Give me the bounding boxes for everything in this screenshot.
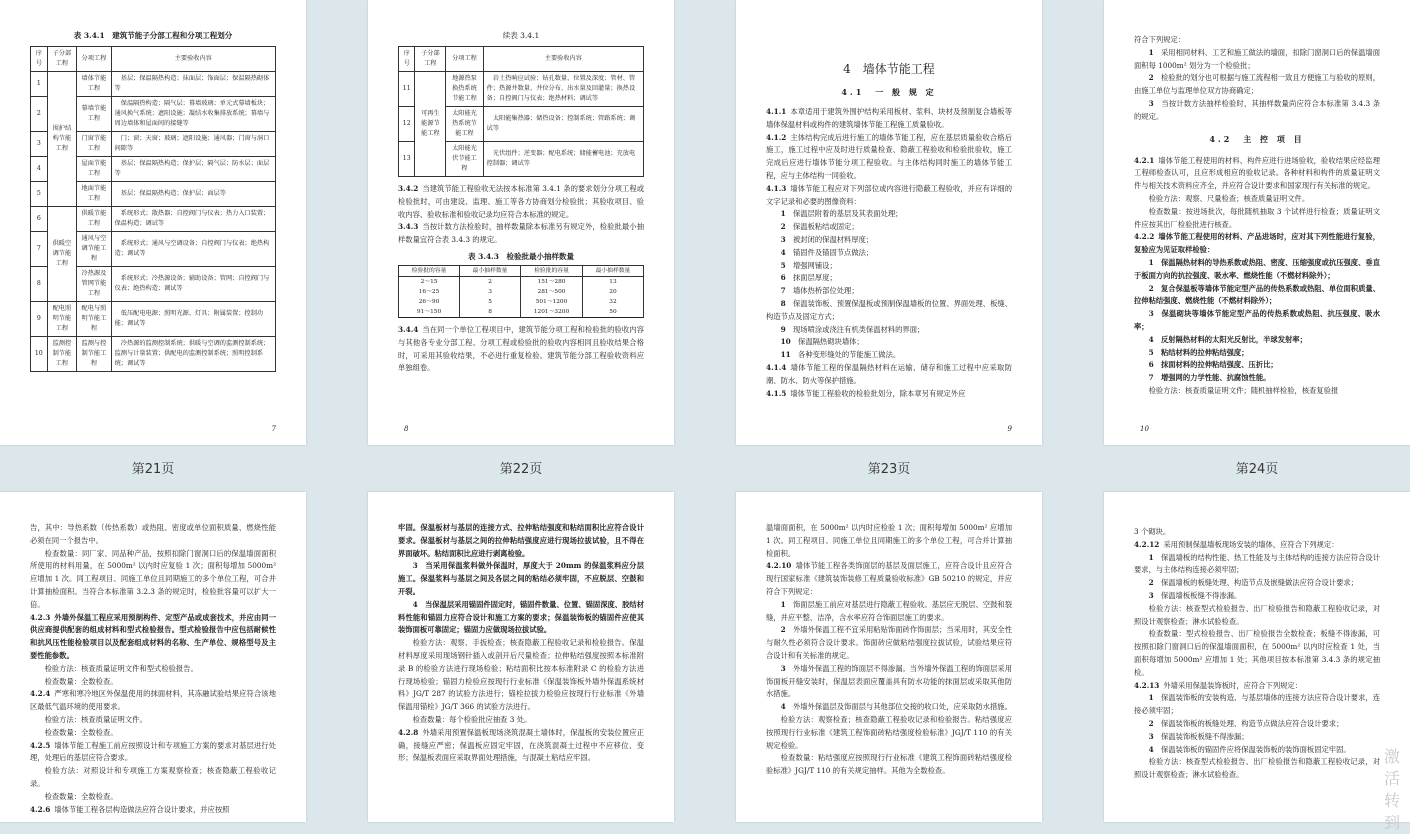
cell-item: 供暖节能工程 bbox=[77, 207, 111, 232]
item-number: 8 bbox=[780, 298, 793, 308]
item-number: 5 bbox=[780, 260, 793, 270]
cell-item: 墙体节能工程 bbox=[77, 72, 111, 97]
list-item bbox=[1134, 283, 1380, 309]
item-number: 5 bbox=[1148, 347, 1161, 357]
item-number: 1 bbox=[780, 209, 793, 219]
cell-no: 11 bbox=[399, 72, 415, 107]
cell-no: 4 bbox=[31, 157, 48, 182]
paragraph: 检查数量：型式检验报告、出厂检验报告全数检查；板缝不得渗漏，可按照扣除门窗洞口后的保温墙面面积，在 5000m² 以内时应检查 1 处，当面积每增加 5000m² 应增加 1 处；其他项目按本标准第 3.4.3 条的规定抽检。 bbox=[1134, 629, 1380, 677]
paragraph: 检查数量：按进场批次，每批随机抽取 3 个试样进行检查；质量证明文件应按其出厂检验批进行核查。 bbox=[1134, 206, 1380, 229]
table-cell: 1201～3200 bbox=[521, 307, 583, 318]
paragraph: 检验方法：观察、手扳检查；核查隐蔽工程验收记录和检验报告。保温材料厚度采用现场钢针插入或剖开后尺量检查；拉伸粘结强度按照本标准附录 B 的检验方法进行现场检验；粘结面积比按本标准附录 C 的检验方法进行现场检验；锚固力检验应按现行行业标准《保温装饰板外墙外保温系统材料》JG/T 287 的试验方法进行；锚栓拉拔力检验应按现行行业标准《外墙保温用锚栓》JG/T 366 的试验方法进行。 bbox=[398, 638, 644, 712]
table-cell: 8 bbox=[460, 307, 521, 318]
cell-item: 通风与空调节能工程 bbox=[77, 232, 111, 267]
list-item bbox=[766, 663, 1012, 701]
section-number: 4.1.5 bbox=[766, 388, 787, 398]
paragraph-text: 墙体节能工程验收的检验批划分，除本章另有规定外应 bbox=[790, 388, 966, 398]
table-cell: 281～500 bbox=[521, 287, 583, 297]
paragraph: 检验方法：对照设计和专项施工方案观察检查；核查隐蔽工程验收记录。 bbox=[30, 766, 276, 788]
list-item bbox=[766, 298, 1012, 324]
cell-no: 5 bbox=[31, 182, 48, 207]
item-number: 10 bbox=[780, 337, 799, 347]
page-thumbnail-26[interactable] bbox=[368, 492, 674, 822]
cell-item: 冷热源及管网节能工程 bbox=[77, 267, 111, 302]
item-number: 4 bbox=[1148, 334, 1161, 344]
cell-item: 配电与照明节能工程 bbox=[77, 302, 111, 337]
item-text: 保温墙板的板缝处理、构造节点及嵌缝做法应符合设计要求； bbox=[1160, 578, 1358, 588]
cell-content: 太阳能集热器；储热设备；控制系统；管路系统；调试等 bbox=[483, 107, 643, 142]
table-header-cell: 检验批的容量 bbox=[399, 265, 460, 276]
section-title: 4.2 主 控 项 目 bbox=[1209, 133, 1305, 144]
cell-content: 基层；保温隔热构造；保护层；隔气层；防水层；面层等 bbox=[111, 157, 275, 182]
list-item bbox=[766, 624, 1012, 662]
watermark-line: 激活 bbox=[1384, 747, 1401, 788]
table-header-cell: 检验批的容量 bbox=[521, 265, 583, 276]
paragraph: 告，其中：导热系数（传热系数）或热阻、密度或单位面积质量、燃烧性能必须在同一个报告中。 bbox=[30, 523, 276, 545]
cell-no: 7 bbox=[31, 232, 48, 267]
item-text: 现场喷涂或浇注有机类保温材料的界面； bbox=[792, 324, 925, 334]
table-title: 续表 3.4.1 bbox=[502, 31, 540, 40]
cell-no: 6 bbox=[31, 207, 48, 232]
item-text: 增强网铺设； bbox=[792, 260, 837, 270]
table-cell: 16～25 bbox=[399, 287, 460, 297]
paragraph: 4.2.13 外墙采用保温装饰板时，应符合下列规定： bbox=[1134, 680, 1303, 690]
list-item bbox=[1134, 718, 1380, 731]
cell-item: 地源热泵换热系统节能工程 bbox=[446, 72, 483, 107]
paragraph-text: 墙体节能工程应对下列部位或内容进行隐蔽工程验收，并应有详细的文字记录和必要的图像资料： bbox=[766, 183, 1012, 206]
list-item bbox=[766, 701, 1012, 714]
page-caption-24: 第24页 bbox=[1235, 462, 1279, 477]
item-text: 保温板粘结或固定； bbox=[792, 222, 859, 232]
paragraph bbox=[766, 388, 1012, 401]
paragraph: 4.2.5 墙体节能工程施工前应按照设计和专项施工方案的要求对基层进行处理，处理后的基层应符合要求。 bbox=[30, 740, 276, 763]
table-cell: 3 bbox=[460, 287, 521, 297]
paragraph: 3 个砌块。 bbox=[1134, 527, 1171, 536]
cell-subdivision: 可再生能源节能工程 bbox=[415, 72, 446, 177]
paragraph: 3.4.2 当建筑节能工程验收无法按本标准第 3.4.1 条的要求划分分项工程或检验批时，可由建设、监理、施工等各方协商划分检验批；其验收项目、验收内容、验收标准和验收记录均应符合本标准的规定。 bbox=[398, 184, 644, 219]
paragraph: 检查数量：每个检验批应抽查 3 处。 bbox=[412, 714, 532, 724]
cell-subdivision: 供暖空调节能工程 bbox=[47, 207, 77, 302]
item-number: 7 bbox=[780, 286, 793, 296]
item-text: 保温装饰板的板缝处理、构造节点做法应符合设计要求； bbox=[1160, 718, 1344, 728]
paragraph: 检验方法：观察、尺量检查；核查质量证明文件。 bbox=[1148, 193, 1310, 203]
list-item bbox=[1134, 692, 1380, 718]
table-header-cell: 子分部工程 bbox=[47, 47, 77, 72]
paragraph-text: 墙体节能工程的保温隔热材料在运输、储存和施工过程中应采取防潮、防水、防火等保护措施。 bbox=[766, 362, 1012, 385]
item-text: 锚固件及锚固节点做法； bbox=[792, 247, 874, 257]
item-number: 2 bbox=[1148, 578, 1161, 588]
cell-no: 1 bbox=[31, 72, 48, 97]
list-item bbox=[1134, 731, 1380, 744]
table-row bbox=[31, 337, 276, 372]
item-number: 1 bbox=[780, 599, 793, 609]
list-item bbox=[1134, 577, 1380, 590]
table-row bbox=[399, 276, 644, 287]
table-cell: 26～90 bbox=[399, 297, 460, 307]
item-number: 3 bbox=[1148, 731, 1161, 741]
cell-no: 3 bbox=[31, 132, 48, 157]
item-text: 检验批的划分也可根据与施工流程相一致且方便施工与验收的原则，由施工单位与监理单位双方协商确定； bbox=[1134, 73, 1381, 96]
item-number: 1 bbox=[1148, 552, 1161, 562]
section-number: 4.1.2 bbox=[766, 132, 787, 142]
table-cell: 32 bbox=[582, 297, 643, 307]
paragraph: 4.2.10 墙体节能工程各类饰面层的基层及面层施工，应符合设计且应符合现行国家标准《建筑装饰装修工程质量验收标准》GB 50210 的规定，并应符合下列规定： bbox=[766, 561, 1012, 596]
paragraph: 检验方法：观察检查；核查隐蔽工程验收记录和检验报告。粘结强度应按照现行行业标准《建筑工程饰面砖粘结强度检验标准》JGJ/T 110 的有关规定检验。 bbox=[766, 714, 1012, 750]
list-item bbox=[1134, 72, 1380, 98]
table-cell: 501～1200 bbox=[521, 297, 583, 307]
list-item bbox=[766, 285, 1012, 298]
cell-content: 岩土热响应试验；钻孔数量、位置及深度；管材、管件；热源井数量、井位分布、出水量及回灌量；换热设备；自控阀门与仪表；绝热材料；调试等 bbox=[483, 72, 643, 107]
paragraph bbox=[766, 132, 1012, 183]
page-caption-22: 第22页 bbox=[499, 462, 543, 477]
item-text: 反射隔热材料的太阳光反射比，半球发射率； bbox=[1160, 334, 1307, 344]
section-title: 4.1 一 般 规 定 bbox=[841, 87, 937, 97]
table-row bbox=[399, 72, 644, 107]
item-number: 2 bbox=[1148, 73, 1161, 83]
paragraph: 检查数量：全数检查。 bbox=[44, 676, 118, 686]
item-text: 采用相同材料、工艺和施工做法的墙面，扣除门窗洞口后的保温墙面面积每 1000m² 划分为一个检验批； bbox=[1134, 47, 1381, 70]
list-item bbox=[1134, 372, 1380, 385]
cell-item: 幕墙节能工程 bbox=[77, 97, 111, 132]
item-text: 保温装饰板板缝不得渗漏； bbox=[1160, 731, 1249, 741]
cell-content: 系统形式；冷热源设备；辅助设备；管网；自控阀门与仪表；绝热构造；调试等 bbox=[111, 267, 275, 302]
item-text: 墙体热桥部位处理； bbox=[792, 286, 859, 296]
cell-content: 冷热源的监测控制系统；供暖与空调的监测控制系统；监测与计量装置；供配电的监测控制系统；照明控制系统；调试等 bbox=[111, 337, 275, 372]
list-item bbox=[1134, 308, 1380, 334]
paragraph: 牢固。保温板材与基层的连接方式、拉伸粘结强度和粘结面积比应符合设计要求。保温板材与基层之间的拉伸粘结强度应进行现场拉拔试验，且不得在界面破坏。粘结面积比应进行剥离检验。 bbox=[398, 523, 644, 558]
cell-content: 系统形式；通风与空调设备；自控阀门与仪表；绝热构造；调试等 bbox=[111, 232, 275, 267]
cell-no: 13 bbox=[399, 142, 415, 177]
paragraph-text: 本章适用于建筑外围护结构采用板材、浆料、块材及预制复合墙板等墙体保温材料或构件的建筑墙体节能工程施工质量验收。 bbox=[766, 107, 1012, 129]
page-thumbnail-25[interactable] bbox=[0, 492, 306, 822]
cell-item: 太阳能光热系统节能工程 bbox=[446, 107, 483, 142]
table-cell: 151～280 bbox=[521, 276, 583, 287]
list-item bbox=[1134, 257, 1380, 283]
paragraph: 检验方法：核查质量证明文件和型式检验报告。 bbox=[44, 663, 198, 673]
table-header-cell: 主要验收内容 bbox=[483, 47, 643, 72]
cell-content: 光伏组件；逆变器；配电系统；储能蓄电池；充放电控制器；调试等 bbox=[483, 142, 643, 177]
paragraph: 符合下列规定： bbox=[1134, 35, 1186, 44]
section-number: 4.1.4 bbox=[766, 362, 787, 372]
item-number: 2 bbox=[1148, 283, 1161, 293]
list-item bbox=[1134, 98, 1380, 124]
item-number: 7 bbox=[1148, 373, 1161, 383]
paragraph: 3.4.4 当在同一个单位工程项目中，建筑节能分项工程和检验批的验收内容与其他各专业分部工程、分项工程或检验批的验收内容相同且验收结果合格时，可采用其验收结果，不必进行重复检验。建筑节能分部工程验收资料应单独组卷。 bbox=[398, 324, 644, 373]
table-row bbox=[31, 207, 276, 232]
paragraph bbox=[766, 183, 1012, 209]
table-header-cell: 分项工程 bbox=[446, 47, 483, 72]
table-header-cell: 最小抽样数量 bbox=[582, 265, 643, 276]
paragraph: 4.2.1 墙体节能工程使用的材料、构件应进行进场验收，验收结果应经监理工程师检查认可，且应形成相应的验收记录。各种材料和构件的质量证明文件与相关技术资料应齐全，并应符合设计要求和国家现行有关标准的规定。 bbox=[1134, 155, 1380, 191]
cell-content: 低压配电电源；照明光源、灯具；附属装置；控制功能；调试等 bbox=[111, 302, 275, 337]
item-number: 4 bbox=[1148, 744, 1161, 754]
item-text: 保温装饰板的安装构造、与基层墙体的连接方法应符合设计要求，连接必须牢固； bbox=[1134, 693, 1381, 716]
item-text: 保温层附着的基层及其表面处理； bbox=[792, 209, 903, 219]
cell-content: 门；窗；天窗；玻璃；遮阳设施；通风器；门窗与洞口间隙等 bbox=[111, 132, 275, 157]
table-cell: 50 bbox=[582, 307, 643, 318]
activation-watermark bbox=[1384, 746, 1410, 834]
item-text: 保温装饰板、预置保温板或预制保温墙板的位置、界面处理、板缝、构造节点及固定方式； bbox=[766, 298, 1013, 321]
item-text: 抹面层厚度； bbox=[792, 273, 837, 283]
item-text: 饰面层施工前应对基层进行隐蔽工程验收。基层应无脱层、空鼓和裂缝，并应平整、洁净，含水率应符合饰面层施工的要求。 bbox=[766, 599, 1013, 622]
item-text: 外墙外保温工程不宜采用粘贴饰面砖作饰面层；当采用时，其安全性与耐久性必须符合设计要求。饰面砖应做粘结强度拉拔试验，试验结果应符合设计和有关标准的规定。 bbox=[766, 625, 1013, 660]
item-number: 4 bbox=[780, 702, 793, 712]
item-number: 2 bbox=[1148, 718, 1161, 728]
table-title: 表 3.4.1 建筑节能子分部工程和分项工程划分 bbox=[73, 31, 233, 40]
list-item bbox=[1134, 744, 1380, 757]
table-cell: 20 bbox=[582, 287, 643, 297]
item-number: 1 bbox=[1148, 257, 1161, 267]
item-number: 1 bbox=[1148, 693, 1161, 703]
item-number: 3 bbox=[1148, 590, 1161, 600]
page-number: 7 bbox=[271, 425, 276, 433]
paragraph: 4.2.4 严寒和寒冷地区外保温使用的抹面材料，其冻融试验结果应符合该地区最低气温环境的使用要求。 bbox=[30, 689, 276, 712]
paragraph: 温墙面面积，在 5000m² 以内时应检验 1 次；面积每增加 5000m² 应增加 1 次。同工程项目、同施工单位且同期施工的多个单位工程，可合并计算抽检面积。 bbox=[766, 523, 1012, 558]
table-row bbox=[31, 72, 276, 97]
list-item bbox=[766, 208, 1012, 221]
item-text: 外墙外保温层及饰面层与其他部位交接的收口处，应采取防水措施。 bbox=[792, 702, 1012, 712]
item-number: 6 bbox=[1148, 360, 1161, 370]
item-text: 保温隔热砌块墙体； bbox=[798, 337, 864, 347]
table-3-4-3 bbox=[398, 265, 644, 318]
page-caption-23: 第23页 bbox=[867, 462, 911, 477]
table-cell: 2 bbox=[460, 276, 521, 287]
page-number: 9 bbox=[1007, 425, 1012, 433]
item-number: 3 bbox=[780, 663, 793, 673]
paragraph bbox=[766, 362, 1012, 388]
table-3-4-1-cont bbox=[398, 46, 644, 177]
table-row bbox=[31, 302, 276, 337]
list-item bbox=[1134, 47, 1380, 73]
list-item bbox=[766, 336, 1012, 349]
list-item bbox=[766, 349, 1012, 362]
item-text: 粘结材料的拉伸粘结强度； bbox=[1160, 347, 1249, 357]
item-number: 2 bbox=[780, 222, 793, 232]
list-item bbox=[766, 221, 1012, 234]
item-text: 保温墙板板缝不得渗漏。 bbox=[1160, 590, 1242, 600]
paragraph: 检查数量：同厂家、同品种产品，按照扣除门窗洞口后的保温墙面面积所使用的材料用量，在 5000m² 以内时应复验 1 次；面积每增加 5000m² 应增加 1 次。同工程项目、同施工单位且同期施工的多个单位工程，可合并计算抽检面积。当符合本标准第 3.2.3 条的规定时，检验批容量可以扩大一倍。 bbox=[30, 548, 276, 609]
cell-content: 基层；保温隔热构造；保护层；面层等 bbox=[111, 182, 275, 207]
cell-subdivision: 围护结构节能工程 bbox=[47, 72, 77, 207]
section-number: 4.1.1 bbox=[766, 107, 787, 116]
paragraph: 4.2.12 采用预制保温墙板现场安装的墙体，应符合下列规定： bbox=[1134, 539, 1339, 549]
table-row bbox=[399, 287, 644, 297]
paragraph: 3 当采用保温浆料做外保温时，厚度大于 20mm 的保温浆料应分层施工。保温浆料与基层之间及各层之间的粘结必须牢固，不应脱层、空鼓和开裂。 bbox=[398, 561, 644, 596]
cell-item: 太阳能光伏节能工程 bbox=[446, 142, 483, 177]
cell-no: 8 bbox=[31, 267, 48, 302]
page-thumbnail-23[interactable] bbox=[736, 0, 1042, 445]
table-cell: 5 bbox=[460, 297, 521, 307]
table-header-cell: 子分部工程 bbox=[415, 47, 446, 72]
table-header-cell: 主要验收内容 bbox=[111, 47, 275, 72]
list-item bbox=[766, 247, 1012, 260]
cell-item: 门窗节能工程 bbox=[77, 132, 111, 157]
item-number: 2 bbox=[780, 625, 793, 635]
item-text: 复合保温板等墙体节能定型产品的传热系数或热阻、单位面积质量、拉伸粘结强度、燃烧性能（不燃材料除外）； bbox=[1134, 283, 1381, 306]
section-number: 4.1.3 bbox=[766, 183, 787, 193]
item-number: 3 bbox=[1148, 98, 1162, 108]
table-cell: 2～15 bbox=[399, 276, 460, 287]
list-item bbox=[1134, 359, 1380, 372]
cell-subdivision: 配电照明节能工程 bbox=[47, 302, 77, 337]
item-text: 保温墙板的结构性能、热工性能及与主体结构的连接方法应符合设计要求，与主体结构连接必须牢固； bbox=[1134, 552, 1381, 575]
paragraph: 检验方法：核查型式检验报告、出厂检验报告和隐蔽工程验收记录，对照设计观察检查；淋水试验检查。 bbox=[1134, 603, 1380, 626]
page-number: 8 bbox=[404, 425, 409, 433]
item-text: 增强网的力学性能、抗腐蚀性能。 bbox=[1160, 373, 1271, 383]
paragraph: 4.2.6 墙体节能工程各层构造做法应符合设计要求，并应按照 bbox=[30, 804, 230, 814]
paragraph: 检验方法：核查质量证明文件。 bbox=[44, 714, 147, 724]
table-header-cell: 最小抽样数量 bbox=[460, 265, 521, 276]
paragraph: 检查数量：全数检查。 bbox=[44, 727, 118, 737]
paragraph: 3.4.3 当按计数方法检验时，抽样数量除本标准另有规定外，检验批最小抽样数量宜符合表 3.4.3 的规定。 bbox=[398, 222, 644, 245]
paragraph: 检查数量：粘结强度应按照现行行业标准《建筑工程饰面砖粘结强度检验标准》JGJ/T 110 的有关规定抽样。其他为全数检查。 bbox=[766, 753, 1012, 776]
item-number: 3 bbox=[780, 234, 793, 244]
list-item bbox=[1134, 590, 1380, 603]
paragraph bbox=[766, 106, 1012, 132]
list-item bbox=[1134, 552, 1380, 578]
item-text: 外墙外保温工程的饰面层不得渗漏。当外墙外保温工程的饰面层采用饰面板开缝安装时，保温层表面应覆盖具有防水功能的抹面层或采取其他防水措施。 bbox=[766, 663, 1013, 699]
paragraph: 检验方法：核查型式检验报告、出厂检验报告和隐蔽工程验收记录，对照设计观察检查；淋水试验检查。 bbox=[1134, 757, 1380, 780]
paragraph: 4 当保温层采用锚固件固定时，锚固件数量、位置、锚固深度、胶结材料性能和锚固力应符合设计和施工方案的要求；保温装饰板的锚固件应使其装饰面板可靠固定；锚固力应做现场拉拔试验。 bbox=[398, 599, 644, 635]
item-text: 被封闭的保温材料厚度； bbox=[792, 234, 874, 244]
chapter-title: 4 墙体节能工程 bbox=[843, 62, 935, 76]
item-text: 保温装饰板的锚固件应将保温装饰板的装饰面板固定牢固。 bbox=[1160, 744, 1351, 754]
cell-content: 基层；保温隔热构造；抹面层；饰面层；保温隔热砌体等 bbox=[111, 72, 275, 97]
item-number: 3 bbox=[1148, 309, 1162, 319]
paragraph: 检验方法：核查质量证明文件；随机抽样检验，核查复验报 bbox=[1148, 385, 1339, 395]
item-number: 9 bbox=[780, 324, 793, 334]
page-thumbnail-28[interactable] bbox=[1104, 492, 1410, 822]
page-thumbnail-27[interactable] bbox=[736, 492, 1042, 822]
table-3-4-1 bbox=[30, 46, 276, 372]
table-row bbox=[399, 307, 644, 318]
table-header-cell: 序号 bbox=[31, 47, 48, 72]
cell-item: 地面节能工程 bbox=[77, 182, 111, 207]
table-title: 表 3.4.3 检验批最小抽样数量 bbox=[468, 251, 574, 261]
list-item bbox=[1134, 334, 1380, 347]
cell-no: 2 bbox=[31, 97, 48, 132]
page-thumbnail-22[interactable] bbox=[368, 0, 674, 445]
item-text: 抹面材料的拉伸粘结强度、压折比； bbox=[1160, 360, 1278, 370]
page-thumbnail-21[interactable] bbox=[0, 0, 306, 445]
cell-content: 保温隔热构造；隔气层；幕墙玻璃；单元式幕墙板块；通风换气系统；遮阳设施；凝结水收集排放系统；幕墙与周边墙体和屋面间的接缝等 bbox=[111, 97, 275, 132]
page-caption-21: 第21页 bbox=[131, 462, 175, 477]
cell-item: 屋面节能工程 bbox=[77, 157, 111, 182]
list-item bbox=[766, 272, 1012, 285]
paragraph: 检查数量：全数检查。 bbox=[44, 791, 118, 801]
item-number: 4 bbox=[780, 247, 793, 257]
page-thumbnail-24[interactable] bbox=[1104, 0, 1410, 445]
paragraph: 4.2.2 墙体节能工程使用的材料、产品进场时，应对其下列性能进行复验，复验应为见证取样检验： bbox=[1134, 232, 1380, 255]
item-number: 11 bbox=[780, 350, 799, 360]
paragraph: 4.2.3 外墙外保温工程应采用预制构件、定型产品或成套技术，并应由同一供应商提供配套的组成材料和型式检验报告。型式检验报告中应包括耐候性和抗风压性能检验项目以及配套组成材料的名称、生产单位、规格型号及主要性能参数。 bbox=[30, 612, 276, 660]
list-item bbox=[766, 260, 1012, 273]
cell-no: 9 bbox=[31, 302, 48, 337]
list-item bbox=[766, 324, 1012, 337]
cell-item: 监测与控制节能工程 bbox=[77, 337, 111, 372]
list-item bbox=[1134, 347, 1380, 360]
watermark-line: 转到 bbox=[1384, 791, 1401, 832]
table-row bbox=[399, 297, 644, 307]
cell-no: 10 bbox=[31, 337, 48, 372]
item-text: 保温隔热材料的导热系数或热阻、密度、压缩强度或抗压强度、垂直于板面方向的抗拉强度、吸水率、燃烧性能（不燃材料除外）； bbox=[1134, 257, 1381, 280]
item-text: 各种变形缝处的节能施工做法。 bbox=[798, 350, 901, 360]
cell-subdivision: 监测控制节能工程 bbox=[47, 337, 77, 372]
list-item bbox=[766, 599, 1012, 625]
cell-content: 系统形式；散热器；自控阀门与仪表；热力入口装置；保温构造；调试等 bbox=[111, 207, 275, 232]
table-header-cell: 分项工程 bbox=[77, 47, 111, 72]
paragraph-text: 主体结构完成后进行施工的墙体节能工程，应在基层质量验收合格后施工，施工过程中应及时进行质量检查、隐蔽工程验收和检验批验收，施工完成后应进行墙体节能分项工程验收。与主体结构同时施工的墙体节能工程，应与主体结构一同验收。 bbox=[766, 132, 1012, 180]
item-number: 1 bbox=[1148, 47, 1161, 57]
paragraph: 4.2.8 外墙采用预置保温板现场浇筑混凝土墙体时，保温板的安装位置应正确，接缝应严密；保温板应固定牢固，在浇筑混凝土过程中不应移位、变形；保温板表面应采取界面处理措施，与混凝土粘结应牢固。 bbox=[398, 727, 644, 763]
list-item bbox=[766, 234, 1012, 247]
item-text: 当按计数方法抽样检验时，其抽样数量尚应符合本标准第 3.4.3 条的规定。 bbox=[1134, 98, 1380, 121]
item-text: 保温砌块等墙体节能定型产品的传热系数或热阻、抗压强度、吸水率； bbox=[1134, 309, 1381, 331]
table-header-cell: 序号 bbox=[399, 47, 415, 72]
cell-no: 12 bbox=[399, 107, 415, 142]
page-number: 10 bbox=[1140, 425, 1149, 433]
table-cell: 91～150 bbox=[399, 307, 460, 318]
table-cell: 13 bbox=[582, 276, 643, 287]
item-number: 6 bbox=[780, 273, 793, 283]
